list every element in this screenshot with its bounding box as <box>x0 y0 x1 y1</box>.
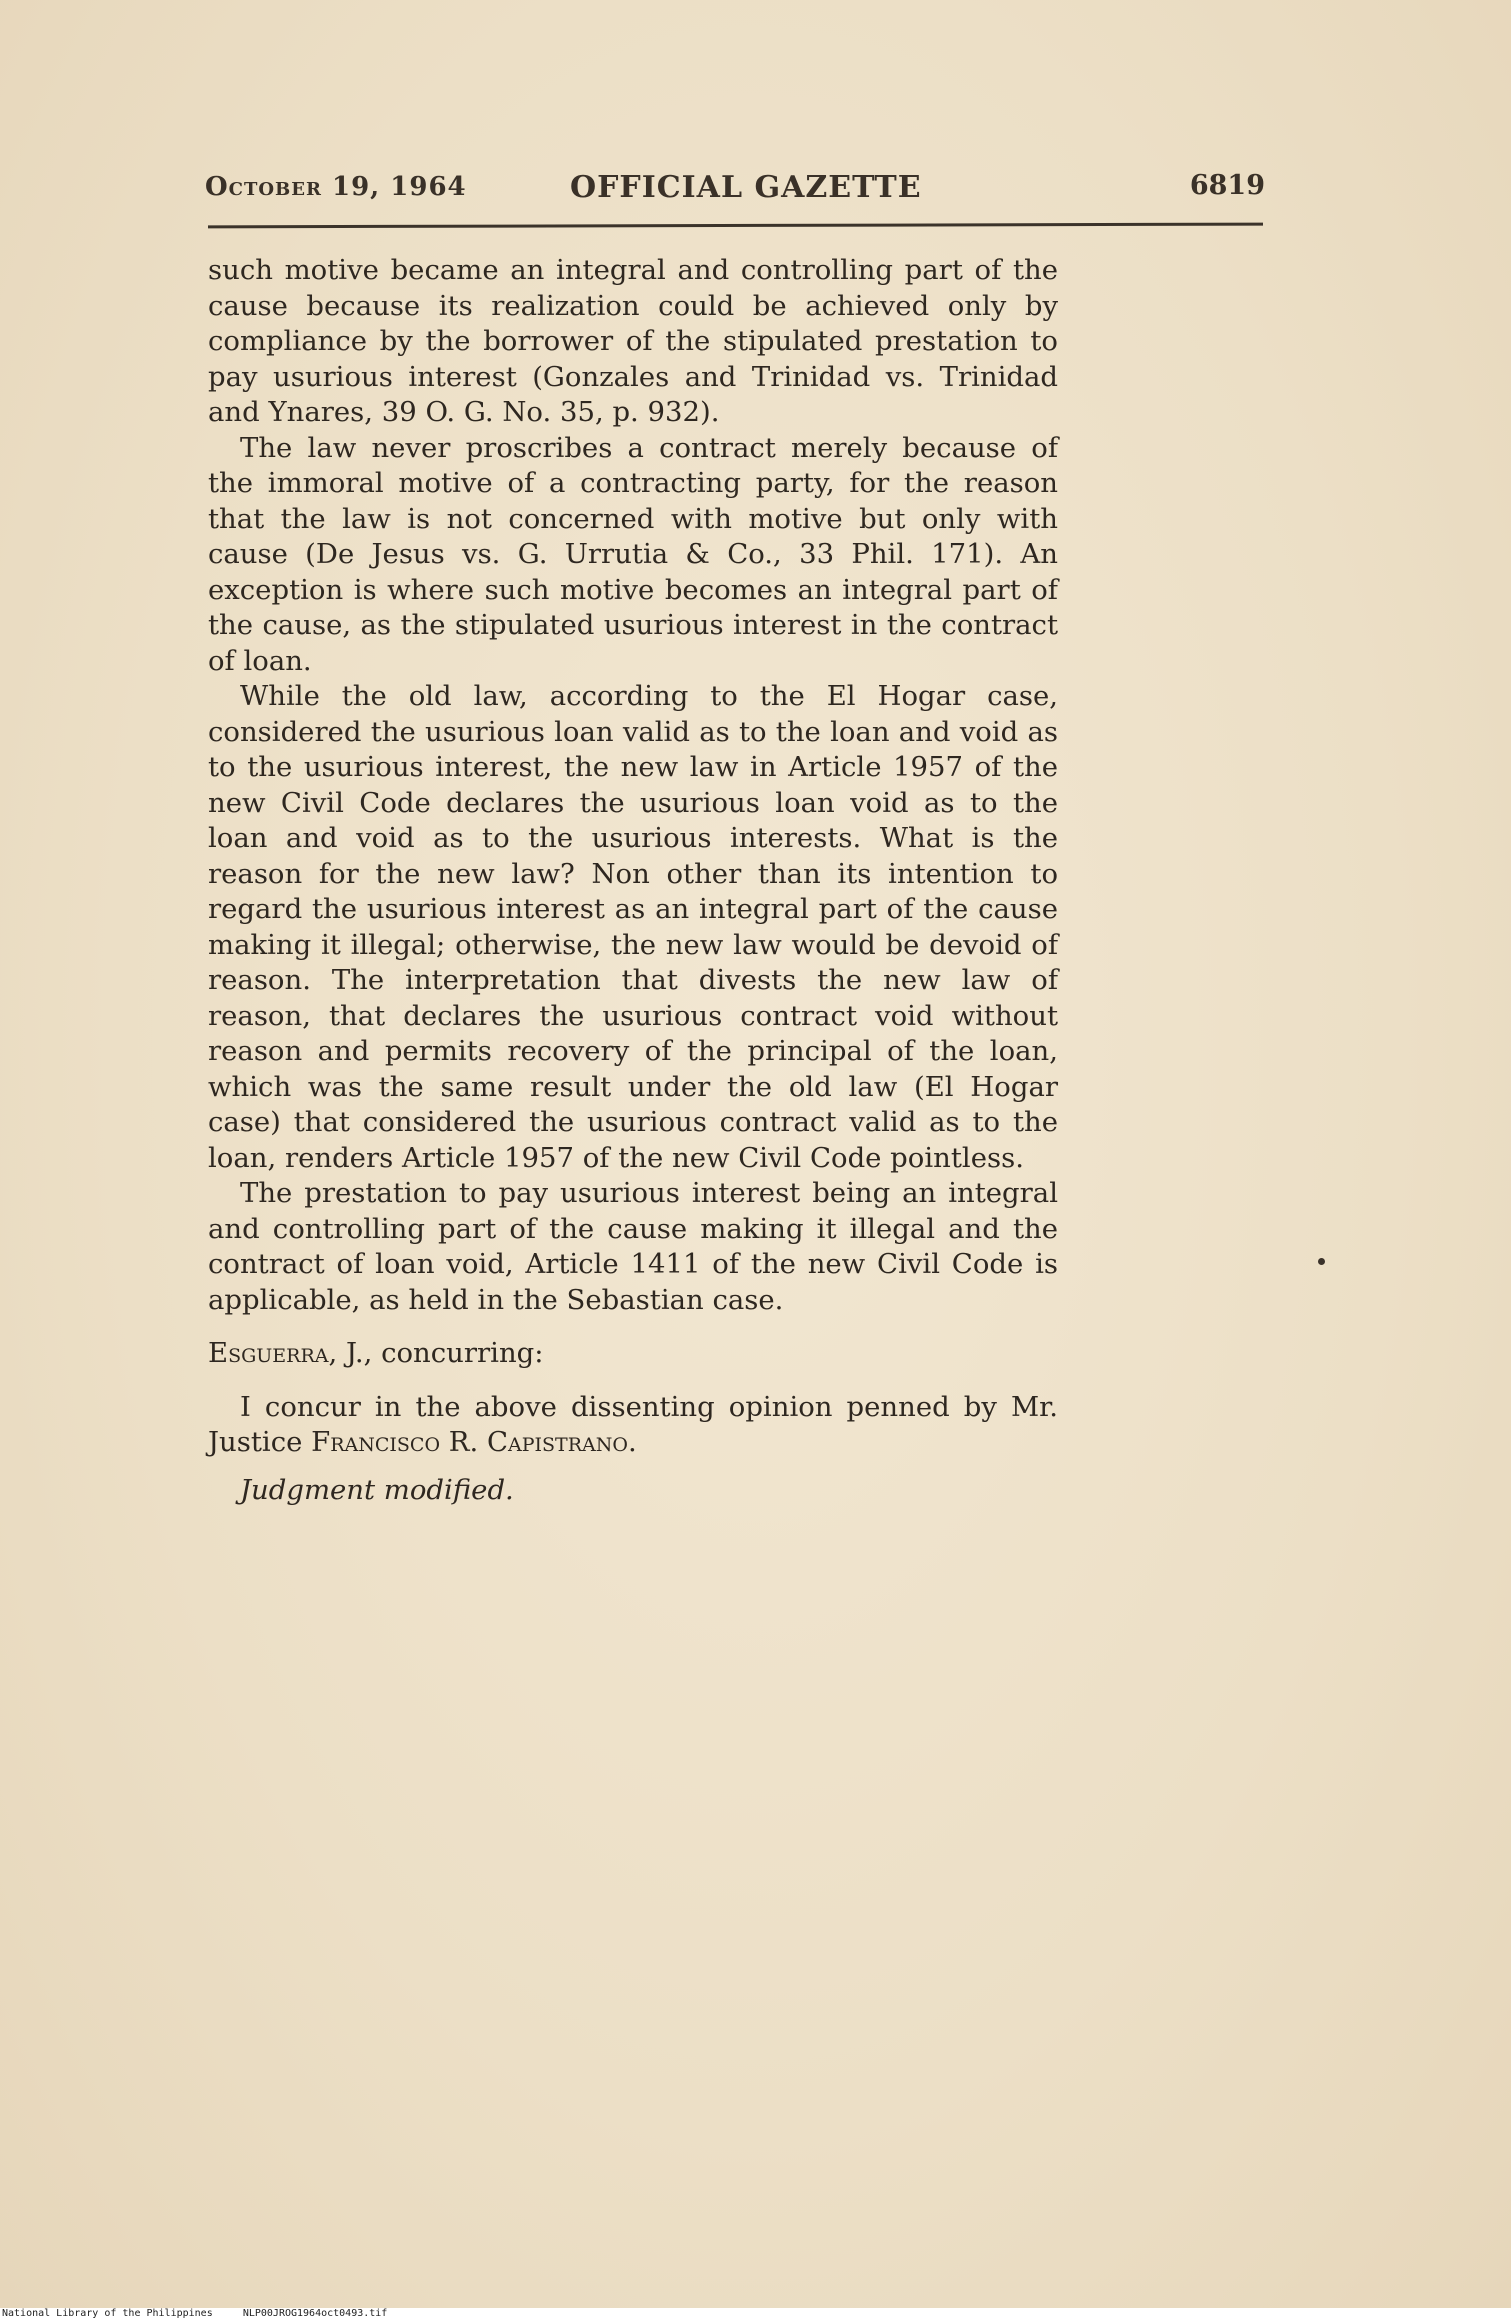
header-title: OFFICIAL GAZETTE <box>570 170 922 205</box>
concurring-justice: Esguerra <box>208 1337 329 1369</box>
header-date: October 19, 1964 <box>205 172 467 202</box>
paragraph-4: The prestation to pay usurious interest being an integral and controlling part of the cause making it illegal and the contract of loan void, Article 1411 of the new Civil Code is applicable, as held in the Sebastian case. <box>208 1177 1058 1316</box>
ink-speck <box>1318 1258 1325 1265</box>
concurring-heading <box>208 1336 1058 1372</box>
opinion-body <box>208 253 1058 1508</box>
concurring-text-suffix: . <box>627 1426 637 1458</box>
paragraph-2: The law never proscribes a contract merely because of the immoral motive of a contracting party, for the reason that the law is not concerned with motive but only with cause (De Jesus vs. G. Urrutia & Co., 33 Phil. 171). An exception is where such motive becomes an integral part of the cause, as the stipulated usurious interest in the contract of loan. <box>208 431 1058 677</box>
concurring-opinion <box>208 1390 1058 1461</box>
header-page-number: 6819 <box>1189 170 1265 201</box>
paragraph-1: such motive became an integral and controlling part of the cause because its realization could be achieved only by compliance by the borrower of the stipulated prestation to pay usurious interest (Gonzales and Trinidad vs. Trinidad and Ynares, 39 O. G. No. 35, p. 932). <box>208 254 1058 428</box>
scan-footer: National Library of the Philippines NLP00JROG1964oct0493.tif <box>2 2308 388 2319</box>
concurring-suffix: , J., concurring: <box>328 1337 544 1369</box>
concurring-text-prefix: I concur in the above dissenting opinion penned by Mr. Justice <box>208 1390 1058 1458</box>
judgment-line: Judgment modified. <box>240 1473 514 1506</box>
page-header <box>205 172 1265 212</box>
named-justice: Francisco R. Capistrano <box>311 1426 628 1458</box>
paragraph-3: While the old law, according to the El Hogar case, considered the usurious loan valid as to the loan and void as to the usurious interest, the new law in Article 1957 of the new Civil Code declares the usurious loan void as to the loan and void as to the usurious interests. What is the reason for the new law? Non other than its intention to regard the usurious interest as an integral part of the cause making it illegal; otherwise, the new law would be devoid of reason. The interpretation that divests the new law of reason, that declares the usurious contract void without reason and permits recovery of the principal of the loan, which was the same result under the old law (El Hogar case) that considered the usurious contract valid as to the loan, renders Article 1957 of the new Civil Code pointless. <box>208 680 1058 1174</box>
header-rule <box>208 223 1263 229</box>
